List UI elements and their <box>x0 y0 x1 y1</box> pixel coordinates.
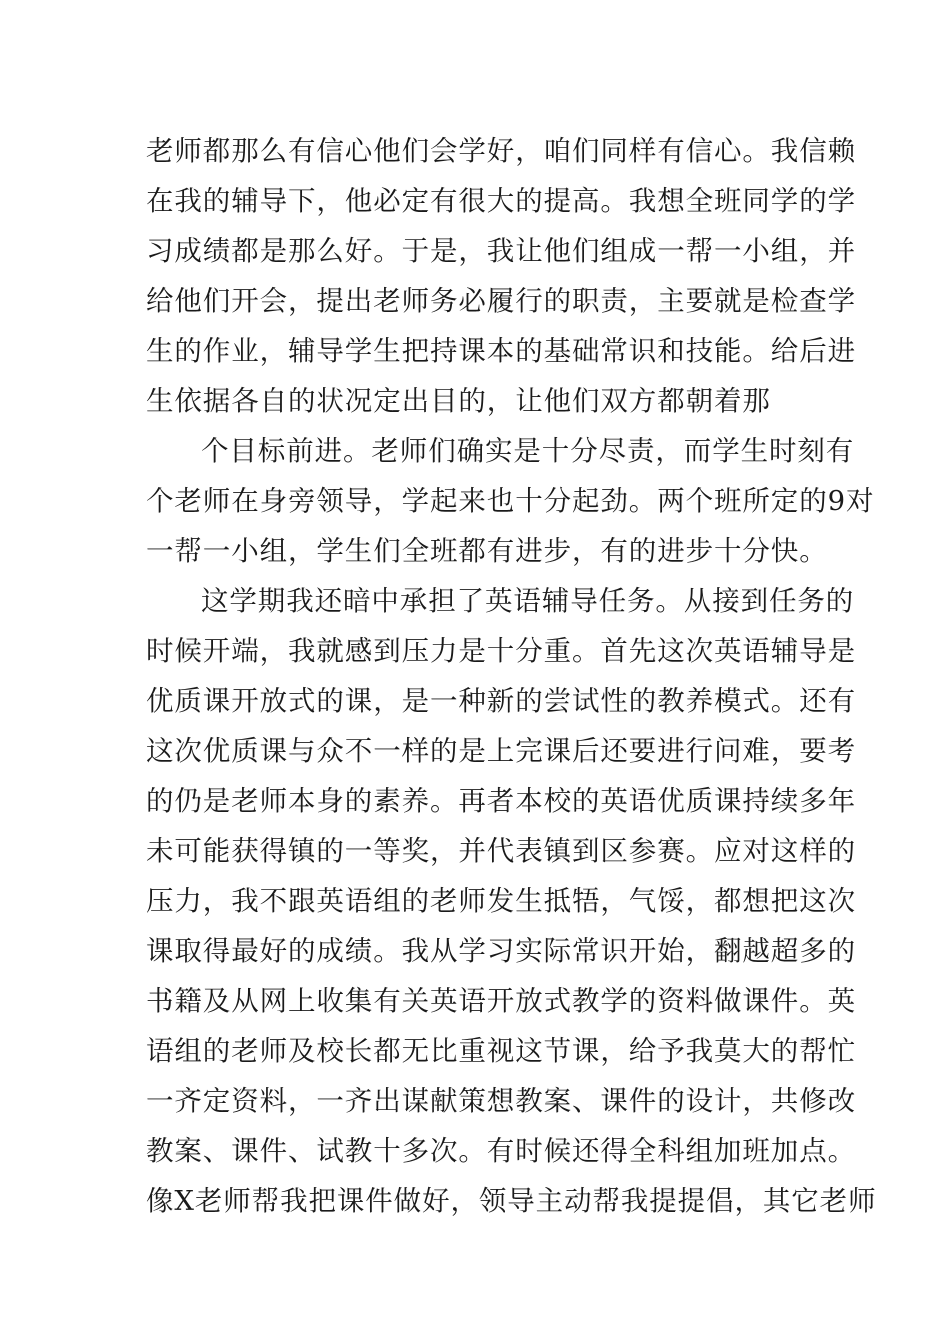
text-line: 个目标前进。老师们确实是十分尽责，而学生时刻有 <box>201 435 855 467</box>
text-line: 习成绩都是那么好。于是，我让他们组成一帮一小组，并 <box>146 235 856 267</box>
text-line: 这次优质课与众不一样的是上完课后还要进行问难，要考 <box>146 735 856 767</box>
text-line: 优质课开放式的课，是一种新的尝试性的教养模式。还有 <box>146 685 856 717</box>
text-line: 书籍及从网上收集有关英语开放式教学的资料做课件。英 <box>146 985 856 1017</box>
text-line: 的仍是老师本身的素养。再者本校的英语优质课持续多年 <box>146 785 856 817</box>
text-line: 在我的辅导下，他必定有很大的提高。我想全班同学的学 <box>146 185 856 217</box>
text-line: 教案、课件、试教十多次。有时候还得全科组加班加点。 <box>146 1135 856 1167</box>
text-line: 个老师在身旁领导，学起来也十分起劲。两个班所定的9对 <box>146 485 875 517</box>
text-line: 未可能获得镇的一等奖，并代表镇到区参赛。应对这样的 <box>146 835 856 867</box>
text-line: 一帮一小组，学生们全班都有进步，有的进步十分快。 <box>146 535 828 567</box>
text-line: 这学期我还暗中承担了英语辅导任务。从接到任务的 <box>201 585 855 617</box>
text-line: 给他们开会，提出老师务必履行的职责，主要就是检查学 <box>146 285 856 317</box>
text-line: 生依据各自的状况定出目的，让他们双方都朝着那 <box>146 385 771 417</box>
text-line: 一齐定资料，一齐出谋献策想教案、课件的设计，共修改 <box>146 1085 856 1117</box>
text-line: 老师都那么有信心他们会学好，咱们同样有信心。我信赖 <box>146 135 856 167</box>
text-line: 时候开端，我就感到压力是十分重。首先这次英语辅导是 <box>146 635 856 667</box>
body-text <box>146 126 877 1226</box>
text-line: 像X老师帮我把课件做好，领导主动帮我提提倡，其它老师 <box>146 1185 877 1217</box>
text-line: 语组的老师及校长都无比重视这节课，给予我莫大的帮忙 <box>146 1035 856 1067</box>
text-line: 生的作业，辅导学生把持课本的基础常识和技能。给后进 <box>146 335 856 367</box>
text-line: 课取得最好的成绩。我从学习实际常识开始，翻越超多的 <box>146 935 856 967</box>
text-line: 压力，我不跟英语组的老师发生抵牾，气馁，都想把这次 <box>146 885 856 917</box>
